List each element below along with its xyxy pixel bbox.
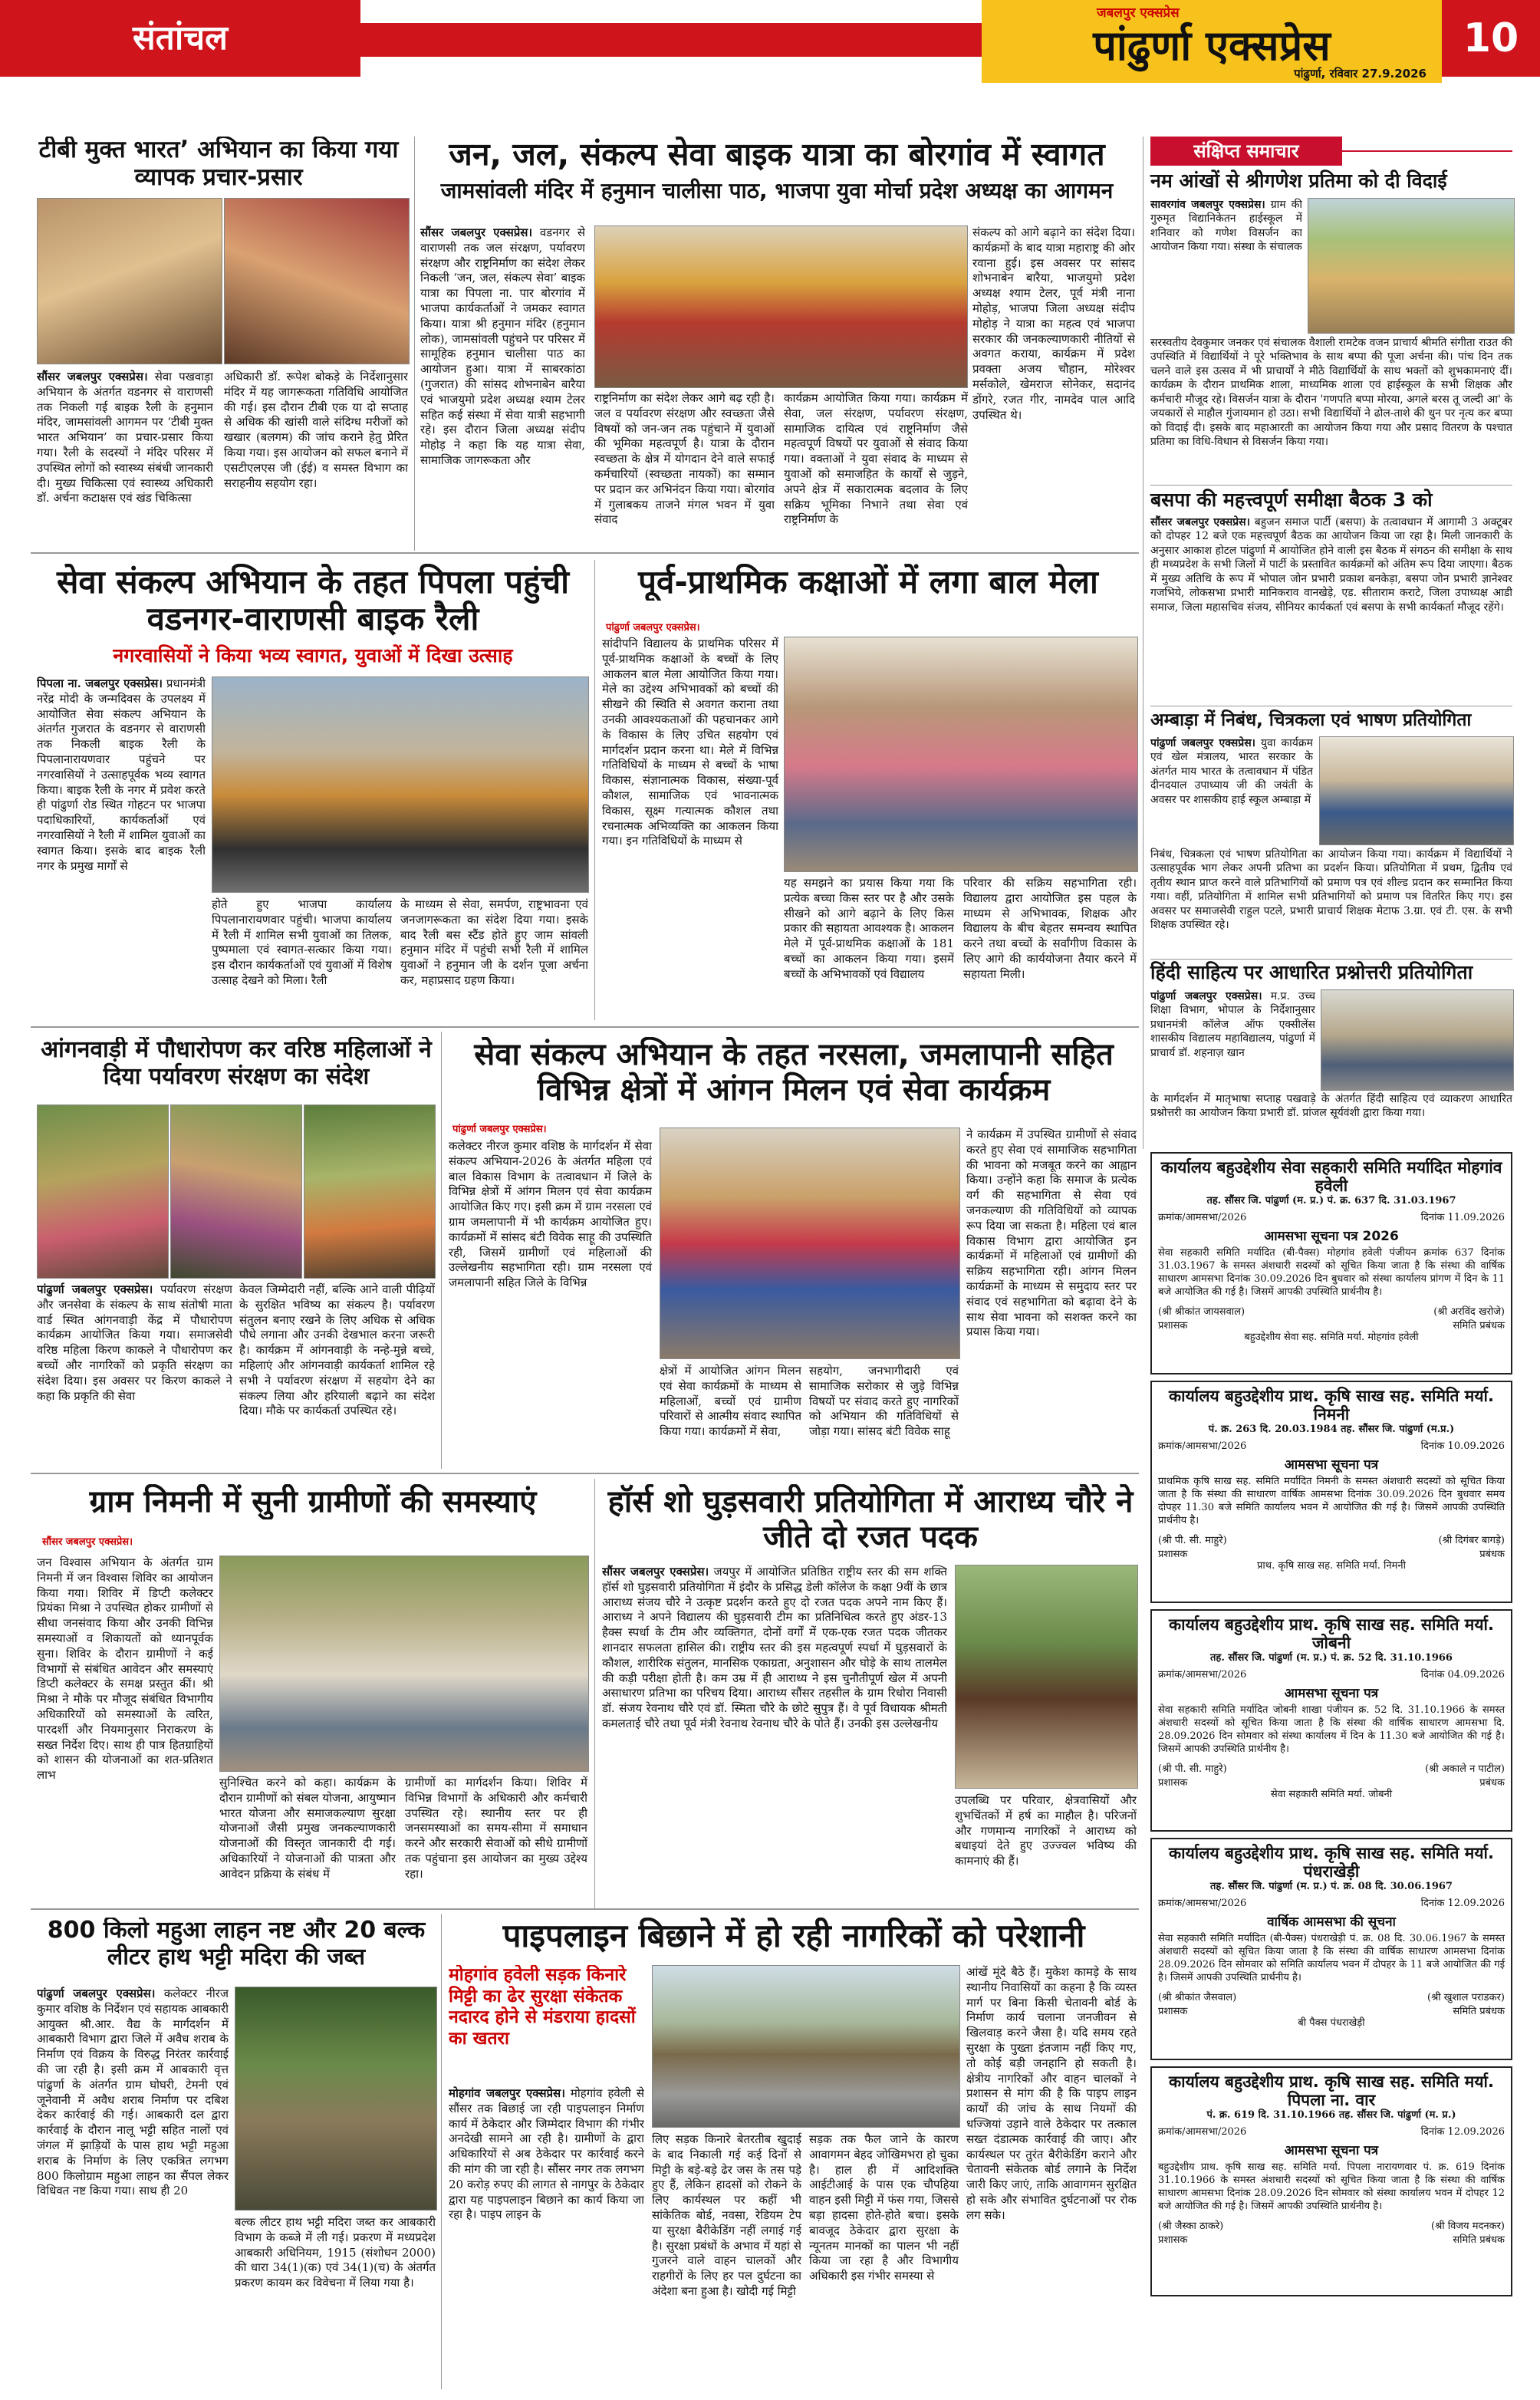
pipla-subhead: नगरवासियों ने किया भव्य स्वागत, युवाओं में दिखा उत्साह (113, 644, 513, 667)
pipla-headline: सेवा संकल्प अभियान के तहत पिपला पहुंची वडनगर-वाराणसी बाइक रैली (56, 564, 569, 638)
pipla-col-1: पिपला ना. जबलपुर एक्सप्रेस। प्रधानमंत्री नरेंद्र मोदी के जन्मदिवस के उपलक्ष्य में आयोजित सेवा संकल्प अभियान के अंतर्गत गुजरात के वडनगर से वाराणसी तक निकली बाइक रैली के पिपलानारायणवार पहुंचने पर नगरवासियों ने उत्साहपूर्वक भव्य स्वागत किया। बाइक रैली के नगर में प्रवेश करते ही पांढुर्णा रोड स्थित गोहटन पर भाजपा पदाधिकारियों, कार्यकर्ताओं एवं नगरवासियों ने रैली में शामिल युवाओं का स्वागत किया। इसके बाद बाइक रैली नगर के प्रमुख मार्गों से (37, 677, 206, 873)
section-label: संतांचल (133, 18, 228, 58)
nimni-headline: ग्राम निमनी में सुनी ग्रामीणों की समस्याएं (89, 1484, 537, 1519)
pipla-col-2: होते हुए भाजपा कार्यालय पिपलानारायणवार पहुंची। भाजपा कार्यालय में रैली में शामिल सभी युवाओं का तिलक, पुष्पमाला एवं स्वागत-सत्कार किया गया। इस दौरान कार्यकर्ताओं एवं युवाओं में विशेष उत्साह देखने को मिला। रैली (212, 897, 392, 987)
brief-3-col-b: निबंध, चित्रकला एवं भाषण प्रतियोगिता का आयोजन किया गया। कार्यक्रम में विद्यार्थियों ने उत्साहपूर्वक भाग लेकर अपनी प्रतिभा का प्रदर्शन किया। प्रतियोगिता में प्रथम, द्वितीय एवं तृतीय स्थान प्राप्त करने वाले प्रतिभागियों को प्रमाण पत्र एवं शील्ड प्रदान कर सम्मानित किया गया। वहीं, प्रतियोगिता में शामिल सभी प्रतिभागियों को प्रमाण पत्र वितरित किए गए। इस अवसर पर समाजसेवी राहुल पटले, प्रभारी प्राचार्य शिक्षक मेटाफ 3.ग्रा. एवं टी. एस. के सभी शिक्षक उपस्थित रहे। (1150, 848, 1512, 932)
brief-1-photo (1308, 198, 1515, 334)
brief-4-headline: हिंदी साहित्य पर आधारित प्रश्नोत्तरी प्रतियोगिता (1150, 961, 1473, 983)
jjs-col-4: संकल्प को आगे बढ़ाने का संदेश दिया। कार्यक्रमों के बाद यात्रा महाराष्ट्र की ओर रवाना हुई। इस अवसर पर सांसद शोभनाबेन बारैया, भाजयुमो प्रदेश अध्यक्ष श्याम टेलर, पूर्व मंत्री नाना मोहोड़, भाजपा जिला अध्यक्ष संदीप मोहोड़ ने यात्रा का महत्व एवं भाजपा सरकार की जनकल्याणकारी नीतियों से अवगत कराया, कार्यक्रम में प्रदेश प्रवक्ता अजय चौहान, मोरेश्वर मर्सकोले, खेमराज सोनेकर, सदानंद डोंगरे, रजत गीर, नामदेव पाल आदि उपस्थित थे। (972, 226, 1135, 422)
narsala-headline: सेवा संकल्प अभियान के तहत नरसला, जमलापानी सहित विभिन्न क्षेत्रों में आंगन मिलन एवं सेवा कार्यक्रम (474, 1037, 1114, 1108)
brief-2-headline: बसपा की महत्त्वपूर्ण समीक्षा बैठक 3 को (1150, 489, 1433, 511)
aang-headline: आंगनवाड़ी में पौधारोपण कर वरिष्ठ महिलाओं ने दिया पर्यावरण संरक्षण का संदेश (41, 1037, 432, 1090)
bal-col-3: परिवार की सक्रिय सहभागिता रही। विद्यालय द्वारा आयोजित इस पहल के माध्यम से अभिभावक, शिक्षक और विद्यालय के बीच बेहतर समन्वय स्थापित करने तथा बच्चों के सर्वांगीण विकास के लिए आगे की कार्ययोजना तैयार करने में सहायता मिली। (963, 876, 1137, 981)
pipla-photo (212, 677, 589, 893)
pipe-photo (652, 1965, 960, 2128)
nimni-col-2: सुनिश्चित करने को कहा। कार्यक्रम के दौरान ग्रामीणों को संबल योजना, आयुष्मान भारत योजना और समाजकल्याण सुरक्षा योजनाओं जैसी प्रमुख जनकल्याणकारी योजनाओं की विस्तृत जानकारी दी गई। अधिकारियों ने योजनाओं की पात्रता और आवेदन प्रक्रिया के संबंध में (219, 1776, 396, 1881)
tb-photo-right (224, 198, 410, 364)
brief-4-col-b: के मार्गदर्शन में मातृभाषा सप्ताह पखवाड़े के अंतर्गत हिंदी साहित्य एवं व्याकरण आधारित प्रश्नोत्तरी का आयोजन किया प्रभारी डॉ. प्रांजल सूर्यवंशी द्वारा किया गया। (1150, 1093, 1512, 1120)
notice-nimni: कार्यालय बहुउद्देशीय प्राथ. कृषि साख सह. समिति मर्या. निमनी पं. क्र. 263 दि. 20.03.1984 तह. सौंसर जि. पांढुर्णा (म.प्र.) क्रमांक/आमसभा/2026 दिनांक 10.09.2026 आमसभा सूचना पत्र प्राथमिक कृषि साख सह. समिति मर्यादित निमनी के समस्त अंशधारी सदस्यों को सूचित किया जाता है कि संस्था की साधारण वार्षिक आमसभा दिनांक 30.09.2026 दिन बुधवार समय दोपहर 11.30 बजे समिति कार्यालय भवन में आयोजित की गई है। जिसमें आपकी उपस्थिति प्रार्थनीय है। (श्री पी. सी. माहुरे) (श्री दिगंबर बागड़े) प्रशासक प्रबंधक प्राथ. कृषि साख सह. समिति मर्या. निमनी (1150, 1381, 1512, 1603)
brief-2-text: सौंसर जबलपुर एक्सप्रेस। बहुजन समाज पार्टी (बसपा) के तत्वावधान में आगामी 3 अक्टूबर को दोपहर 12 बजे एक महत्त्वपूर्ण बैठक का आयोजन किया जा रहा है। मिली जानकारी के अनुसार आकाश होटल पांढुर्णा में आयोजित होने वाली इस बैठक में संगठन की समीक्षा के साथ ही मध्यप्रदेश के सभी जिलों में पार्टी के प्रस्तावित कार्यक्रमों को अंतिम रूप दिया जाएगा। बैठक में मुख्य अतिथि के रूप में भोपाल जोन प्रभारी प्रकाश बनकेड़ा, बसपा जोन प्रभारी ज्ञानेश्वर गजभिये, लोकसभा प्रभारी मानिकराव वानखेड़े, एड. सीताराम कराटे, जिला उपाध्यक्ष आडी समाज, जिला महासचिव संजय, सीनियर कार्यकर्ता एवं बसपा के सभी कार्यकर्ता मौजूद रहेंगे। (1150, 516, 1512, 614)
paper-name: पांढुर्णा एक्सप्रेस (1093, 21, 1331, 70)
mahua-dateline: पांढुर्णा जबलपुर एक्सप्रेस। (37, 1987, 156, 2000)
nimni-dateline: सौंसर जबलपुर एक्सप्रेस। (42, 1536, 133, 1548)
brief-4-photo (1321, 989, 1514, 1091)
horse-dateline: सौंसर जबलपुर एक्सप्रेस। (602, 1565, 709, 1579)
pipla-dateline: पिपला ना. जबलपुर एक्सप्रेस। (37, 677, 163, 690)
pipe-headline: पाइपलाइन बिछाने में हो रही नागरिकों को परेशानी (502, 1918, 1085, 1954)
pipe-col-3: सड़क तक फैल जाने के कारण आवागमन बेहद जोखिमभरा हो चुका है। हाल ही में आदिशक्ति आईटीआई के पास एक चौपहिया वाहन इसी मिट्टी में फंस गया, जिससे बड़ा हादसा होते-होते बचा। इसके बावजूद ठेकेदार द्वारा सुरक्षा के न्यूनतम मानकों का पालन भी नहीं किया जा रहा है और विभागीय अधिकारी इस गंभीर समस्या से (809, 2132, 959, 2283)
jjs-headline: जन, जल, संकल्प सेवा बाइक यात्रा का बोरगांव में स्वागत (449, 137, 1105, 173)
section-label-box (0, 0, 360, 77)
tb-col-2: अधिकारी डॉ. रूपेश बोकड़े के निर्देशानुसार मंदिर में यह जागरूकता गतिविधि आयोजित की गई। इस दौरान टीबी एक या दो सप्ताह से अधिक की खांसी वाले संदिग्ध मरीजों को खखार (बलगम) की जांच कराने हेतु प्रेरित किया गया। इस आयोजन को सफल बनाने में एसटीएलएस जी (ईई) व समस्त विभाग का सराहनीय सहयोग रहा। (224, 370, 408, 490)
jjs-dateline: सौंसर जबलपुर एक्सप्रेस। (420, 226, 533, 239)
narsala-col-3: सहयोग, जनभागीदारी एवं सामाजिक सरोकार से जुड़े विभिन्न विषयों पर संवाद करते हुए नागरिकों को अभियान की गतिविधियों से जोड़ा गया। सांसद बंटी विवेक साहू (809, 1364, 959, 1439)
narsala-dateline: पांढुर्णा जबलपुर एक्सप्रेस। (452, 1124, 547, 1135)
mahua-col-2: बल्क लीटर हाथ भट्टी मदिरा जब्त कर आबकारी विभाग के कब्जे में ली गई। प्रकरण में मध्यप्रदेश आबकारी अधिनियम, 1915 (संशोधन 2000) की धारा 34(1)(क) एवं 34(1)(च) के अंतर्गत प्रकरण कायम कर विवेचना में लिया गया है। (235, 2215, 436, 2290)
narsala-col-1: कलेक्टर नीरज कुमार वशिष्ठ के मार्गदर्शन में सेवा संकल्प अभियान-2026 के अंतर्गत महिला एवं बाल विकास विभाग के तत्वावधान में जिले के विभिन्न क्षेत्रों में आंगन मिलन एवं सेवा कार्यक्रम आयोजित किए गए। इसी क्रम में ग्राम नरसला एवं ग्राम जमलापानी में भी कार्यक्रम आयोजित हुए। कार्यक्रमों में सांसद बंटी विवेक साहू की उपस्थिति रही, जिसमें ग्रामीणों एवं महिलाओं की उल्लेखनीय सहभागिता रही। ग्राम नरसला एवं जमलापानी सहित जिले के विभिन्न (449, 1139, 652, 1290)
aang-col-1: पांढुर्णा जबलपुर एक्सप्रेस। पर्यावरण संरक्षण और जनसेवा के संकल्प के साथ संतोषी माता वार्ड स्थित आंगनवाड़ी केंद्र में पौधारोपण कार्यक्रम आयोजित किया गया। समाजसेवी वरिष्ठ महिला किरण काकले ने पौधारोपण कर बच्चों और नागरिकों को प्रकृति संरक्षण का संदेश दिया। इस अवसर पर किरण काकले ने कहा कि प्रकृति की सेवा (37, 1282, 232, 1403)
tb-dateline: सौंसर जबलपुर एक्सप्रेस। (37, 370, 148, 384)
briefs-banner: संक्षिप्त समाचार (1150, 137, 1342, 166)
aang-photo-3 (304, 1105, 436, 1279)
horse-headline: हॉर्स शो घुड़सवारी प्रतियोगिता में आराध्य चौरे ने जीते दो रजत पदक (607, 1484, 1134, 1555)
notice-mohgaon: कार्यालय बहुउद्देशीय सेवा सहकारी समिति मर्यादित मोहगांव हवेली तह. सौंसर जि. पांढुर्णा (म. प्र.) पं. क्र. 637 दि. 31.03.1967 क्रमांक/आमसभा/2026 दिनांक 11.09.2026 आमसभा सूचना पत्र 2026 सेवा सहकारी समिति मर्यादित (बी-पैक्स) मोहगांव हवेली पंजीयन क्रमांक 637 दिनांक 31.03.1967 के समस्त अंशधारी सदस्यों को सूचित किया जाता है कि संस्था की वार्षिक साधारण आमसभा दिनांक 30.09.2026 दिन बुधवार को संस्था कार्यालय प्रांगण में दिन के 11 बजे आयोजित की गई है। जिसमें आपकी उपस्थिति प्रार्थनीय है। (श्री श्रीकांत जायसवाल) (श्री अरविंद खरोजे) प्रशासक समिति प्रबंधक बहुउद्देशीय सेवा सह. समिति मर्या. मोहगांव हवेली (1150, 1152, 1512, 1374)
pipe-col-2: लिए सड़क किनारे बेतरतीब खुदाई के बाद निकाली गई कई दिनों से मिट्टी के बड़े-बड़े ढेर जस के तस पड़े हुए हैं, लेकिन हादसों को रोकने के लिए कार्यस्थल पर कहीं भी सांकेतिक बोर्ड, नवसा, रेडियम टेप या सुरक्षा बैरीकेडिंग नहीं लगाई गई है। सुरक्षा प्रबंधों के अभाव में यहां से गुजरने वाले वाहन चालकों और राहगीरों के लिए हर पल दुर्घटना का अंदेशा बना हुआ है। खोदी गई मिट्टी (652, 2132, 801, 2298)
brief-3-headline: अम्बाड़ा में निबंध, चित्रकला एवं भाषण प्रतियोगिता (1150, 710, 1472, 730)
aang-photo-1 (37, 1105, 169, 1279)
pipe-col-4: आंखें मूंदे बैठे हैं। मुकेश कामड़े के साथ स्थानीय निवासियों का कहना है कि व्यस्त मार्ग पर बिना किसी चेतावनी बोर्ड के निर्माण कार्य चलाना जनजीवन से खिलवाड़ करने जैसा है। यदि समय रहते सुरक्षा के पुख्ता इंतजाम नहीं किए गए, तो कोई बड़ी जनहानि हो सकती है। क्षेत्रीय नागरिकों और वाहन चालकों ने प्रशासन से मांग की है कि पाइप लाइन कार्यों की जांच के साथ नियमों की धज्जियां उड़ाने वाले ठेकेदार पर तत्काल सख्त दंडात्मक कार्रवाई की जाए। और कार्यस्थल पर तुरंत बैरीकेडिंग कराने और चेतावनी संकेतक बोर्ड लगाने के निर्देश जारी किए जाएं, ताकि आवागमन सुरक्षित हो सके और संभावित दुर्घटनाओं पर रोक लग सके। (966, 1965, 1137, 2222)
dateline: पांढुर्णा, रविवार 27.9.2026 (1294, 67, 1426, 81)
tb-headline: टीबी मुक्त भारत’ अभियान का किया गया व्यापक प्रचार-प्रसार (38, 137, 399, 191)
mahua-col-1: पांढुर्णा जबलपुर एक्सप्रेस। कलेक्टर नीरज कुमार वशिष्ठ के निर्देशन एवं सहायक आबकारी आयुक्त श्री.आर. वैद्य के मार्गदर्शन में आबकारी विभाग द्वारा जिले में अवैध शराब के निर्माण एवं विक्रय के विरुद्ध निरंतर कार्रवाई की जा रही है। इसी क्रम में आबकारी वृत्त पांढुर्णा के अंतर्गत ग्राम घोघरी, टेमनी एवं जूनेवानी में अवैध शराब निर्माण पर दबिश देकर कार्रवाई की गई। आबकारी दल द्वारा कार्रवाई के दौरान नालू भट्टी सहित नालों एवं जंगल में झाड़ियों के पास हाथ भट्टी महुआ शराब के निर्माण के लिए एकत्रित लगभग 800 किलोग्राम महुआ लाहन का सैंपल लेकर विधिवत नष्ट किया गया। साथ ही 20 (37, 1987, 229, 2198)
notice-pipla: कार्यालय बहुउद्देशीय प्राथ. कृषि साख सह. समिति मर्या. पिपला ना. वार पं. क्र. 619 दि. 31.10.1966 तह. सौंसर जि. पांढुर्णा (म. प्र.) क्रमांक/आमसभा/2026 दिनांक 12.09.2026 आमसभा सूचना पत्र बहुउद्देशीय प्राथ. कृषि साख सह. समिति मर्या. पिपला नारायणवार पं. क्र. 619 दिनांक 31.10.1966 के समस्त अंशधारी सदस्यों को सूचित किया जाता है कि संस्था की वार्षिक साधारण आमसभा दिनांक 28.09.2026 दिन सोमवार को संस्था कार्यालय भवन में दोपहर 12 बजे आयोजित की गई है। जिसमें आपकी उपस्थिति प्रार्थनीय है। (श्री जैस्का ठाकरे) (श्री विजय मदनकर) प्रशासक समिति प्रबंधक (1150, 2066, 1512, 2296)
brief-1-col-a: सावरगांव जबलपुर एक्सप्रेस। ग्राम की गुरुमृत विद्यानिकेतन हाईस्कूल में शनिवार को गणेश विसर्जन का आयोजन किया गया। संस्था के संचालक (1150, 199, 1302, 254)
pipe-col-1: मोहगांव जबलपुर एक्सप्रेस। मोहगांव हवेली से सौंसर तक बिछाई जा रही पाइपलाइन निर्माण कार्य में ठेकेदार और जिम्मेदार विभाग की गंभीर अनदेखी सामने आ रही है। ग्रामीणों के द्वारा अधिकारियों से अब ठेकेदार पर कार्रवाई करने की मांग की जा रही है। सौंसर नगर तक लगभग 20 करोड़ रुपए की लागत से नागपुर के ठेकेदार द्वारा यह पाइपलाइन बिछाने का कार्य किया जा रहा है। पाइप लाइन के (449, 2086, 644, 2222)
narsala-col-2: क्षेत्रों में आयोजित आंगन मिलन एवं सेवा कार्यक्रमों के माध्यम से महिलाओं, बच्चों एवं ग्रामीण परिवारों से आत्मीय संवाद स्थापित किया गया। कार्यक्रमों में सेवा, (660, 1364, 801, 1439)
jjs-photo (594, 226, 968, 388)
brief-3-photo (1319, 736, 1514, 845)
bal-dateline: पांढुर्णा जबलपुर एक्सप्रेस। (606, 622, 700, 634)
brief-1-headline: नम आंखों से श्रीगणेश प्रतिमा को दी विदाई (1150, 170, 1447, 192)
tb-col-1: सौंसर जबलपुर एक्सप्रेस। सेवा पखवाड़ा अभियान के अंतर्गत वडनगर से वाराणसी तक निकली गई बाइक रैली के हनुमान मंदिर, जामसांवली आगमन पर ‘टीबी मुक्त भारत अभियान’ का प्रचार-प्रसार किया गया। रैली के सदस्यों ने मंदिर परिसर में उपस्थित लोगों को स्वास्थ्य संबंधी जानकारी दी। मुख्य चिकित्सा एवं स्वास्थ्य अधिकारी डॉ. अर्चना कटाक्षस एवं खंड चिकित्सा (37, 370, 213, 505)
brief-3-col-a: पांढुर्णा जबलपुर एक्सप्रेस। युवा कार्यक्रम एवं खेल मंत्रालय, भारत सरकार के अंतर्गत माय भारत के तत्वावधान में पंडित दीनदयाल उपाध्याय जी की जयंती के अवसर पर शासकीय हाई स्कूल अम्बाड़ा में (1150, 737, 1313, 806)
masthead-paper-box (982, 0, 1442, 83)
brief-4-col-a: पांढुर्णा जबलपुर एक्सप्रेस। म.प्र. उच्च शिक्षा विभाग, भोपाल के निर्देशानुसार प्रधानमंत्री कॉलेज ऑफ एक्सीलेंस शासकीय विद्यालय महाविद्यालय, पांढुर्णा में प्राचार्य डॉ. शहनाज़ खान (1150, 990, 1315, 1059)
horse-col-1: सौंसर जबलपुर एक्सप्रेस। जयपुर में आयोजित प्रतिष्ठित राष्ट्रीय स्तर की सम शक्ति हॉर्स शो घुड़सवारी प्रतियोगिता में इंदौर के प्रसिद्ध डेली कॉलेज के कक्षा 9वीं के छात्र आराध्य संजय चौरे ने उत्कृष्ट प्रदर्शन करते हुए दो रजत पदक अपने नाम किए हैं। आराध्य ने अपने विद्यालय की घुड़सवारी टीम का प्रतिनिधित्व करते हुए अंडर-13 हैक्स स्पर्धा के टीम और व्यक्तिगत, दोनों वर्गों में एक-एक रजत पदक जीतकर शानदार सफलता हासिल की। राष्ट्रीय स्तर की इस महत्वपूर्ण स्पर्धा में घुड़सवारों के कौशल, शारीरिक संतुलन, मानसिक एकाग्रता, अनुशासन और घोड़े के साथ तालमेल की कड़ी परीक्षा होती है। कम उम्र में ही आराध्य ने इस चुनौतीपूर्ण खेल में अपनी असाधारण प्रतिभा का परिचय दिया। आराध्य सौंसर तहसील के ग्राम रिधोरा निवासी डॉ. संजय रेवनाथ चौरे एवं डॉ. स्मिता चौरे के छोटे सुपुत्र हैं। वे पूर्व विधायक श्रीमती कमलताई चौरे तथा पूर्व मंत्री रेवनाथ रेवनाथ चौरे के पोते हैं। उनकी इस उल्लेखनीय (602, 1565, 947, 1730)
brief-1-col-b: सरस्वतीय देवकुमार जनकर एवं संचालक वैशाली रामटेक वजन प्राचार्य श्रीमति संगीता राउत की उपस्थिति में विद्यार्थियों ने पूरे भक्तिभाव के साथ बप्पा की पूजा अर्चना की। पांच दिन तक चलने वाले इस उत्सव में भी प्राचार्यों ने मीठे विद्यार्थियों के साथ भक्तों को शुभकामनाएं दीं। कार्यक्रम के दौरान प्राथमिक शाला, माध्यमिक शाला एवं हाईस्कूल के सभी शिक्षक और कर्मचारी मौजूद रहे। विसर्जन यात्रा के दौरान 'गणपति बप्पा मोरया, अगले बरस तू जल्दी आ' के जयकारों से माहौल गुंजायमान हो उठा। सभी विद्यार्थियों ने ढोल-ताशे की धुन पर नृत्य कर बप्पा को विदाई दी। इसके बाद महाआरती का आयोजन किया गया और प्रसाद वितरण के पश्चात प्रतिमा का विधि-विधान से विसर्जन किया गया। (1150, 337, 1512, 449)
narsala-col-4: ने कार्यक्रम में उपस्थित ग्रामीणों से संवाद करते हुए सेवा एवं सामाजिक सहभागिता की भावना को मजबूत करने का आह्वान किया। उन्होंने कहा कि समाज के प्रत्येक वर्ग की सहभागिता से सेवा एवं जनकल्याण की गतिविधियों को व्यापक रूप दिया जा सकता है। महिला एवं बाल विकास विभाग द्वारा आयोजित इन कार्यक्रमों में महिलाओं एवं ग्रामीणों की सक्रिय सहभागिता रही। आंगन मिलन कार्यक्रमों के माध्यम से समुदाय स्तर पर संवाद एवं सहभागिता को बढ़ावा देने के साथ सेवा भावना को सशक्त करने का प्रयास किया गया। (966, 1128, 1137, 1339)
bal-col-2: यह समझने का प्रयास किया गया कि प्रत्येक बच्चा किस स्तर पर है और उसके सीखने को आगे बढ़ाने के लिए किस प्रकार की सहायता आवश्यक है। आकलन मेले में पूर्व-प्राथमिक कक्षाओं के 181 बच्चों का आकलन किया गया। इसमें बच्चों के अभिभावकों एवं विद्यालय (784, 876, 954, 981)
jjs-col-1: सौंसर जबलपुर एक्सप्रेस। वडनगर से वाराणसी तक जल संरक्षण, पर्यावरण संरक्षण और राष्ट्रनिर्माण का संदेश लेकर निकली ‘जन, जल, संकल्प सेवा’ बाइक यात्रा का पिपला ना. पार बोरगांव में भाजपा कार्यकर्ताओं ने जमकर स्वागत किया। यात्रा श्री हनुमान मंदिर (हनुमान लोक), जामसांवली पहुंचने पर परिसर में सामूहिक हनुमान चालीसा पाठ का आयोजन हुआ। यात्रा में साबरकांठा (गुजरात) की सांसद शोभनाबेन बारैया एवं भाजयुमो प्रदेश अध्यक्ष श्याम टेलर सहित कई संस्था में सेवा यात्री सहभागी रहे। इस दौरान जिला अध्यक्ष संदीप मोहोड़ ने कहा कि यह यात्रा सेवा, सामाजिक जागरूकता और (420, 226, 585, 467)
masthead-band (360, 23, 982, 57)
bal-photo (784, 637, 1138, 872)
horse-photo (955, 1565, 1138, 1789)
aang-col-2: केवल जिम्मेदारी नहीं, बल्कि आने वाली पीढ़ियों के सुरक्षित भविष्य का संकल्प है। पर्यावरण संतुलन बनाए रखने के लिए अधिक से अधिक पौधे लगाना और उनकी देखभाल करना जरूरी है। कार्यक्रम में आंगनवाड़ी के नन्हे-मुन्ने बच्चे, महिलाएं और आंगनवाड़ी कार्यकर्ता शामिल रहे सभी ने पर्यावरण संरक्षण में सहयोग देने का संकल्प लिया और हरियाली बढ़ाने का संदेश दिया। मौके पर कार्यकर्ता उपस्थित रहे। (239, 1282, 435, 1418)
mahua-photo (235, 1987, 437, 2211)
paper-small-title: जबलपुर एक्सप्रेस (1097, 5, 1180, 21)
mahua-headline: 800 किलो महुआ लाहन नष्ट और 20 बल्क लीटर हाथ भट्टी मदिरा की जब्त (47, 1918, 426, 1970)
aang-dateline: पांढुर्णा जबलपुर एक्सप्रेस। (37, 1282, 153, 1296)
page-number-box (1442, 0, 1540, 77)
narsala-photo (660, 1128, 960, 1359)
nimni-col-3: ग्रामीणों का मार्गदर्शन किया। शिविर में विभिन्न विभागों के अधिकारी और कर्मचारी उपस्थित रहे। स्थानीय स्तर पर ही जनसमस्याओं का समय-सीमा में समाधान करने और सरकारी सेवाओं को सीधे ग्रामीणों तक पहुंचाना इस आयोजन का मुख्य उद्देश्य रहा। (405, 1776, 587, 1881)
jjs-col-2: राष्ट्रनिर्माण का संदेश लेकर आगे बढ़ रही है। जल व पर्यावरण संरक्षण और स्वच्छता जैसे विषयों को जन-जन तक पहुंचाने में युवाओं की भूमिका महत्वपूर्ण है। यात्रा के दौरान स्वच्छता के क्षेत्र में योगदान देने वाले सफाई कर्मचारियों (स्वच्छता नायकों) का सम्मान पर प्रदान कर अभिनंदन किया गया। बोरगांव में गुलाबकय ताजने मंगल भवन में युवा संवाद (594, 391, 775, 527)
pipla-col-3: के माध्यम से सेवा, समर्पण, राष्ट्रभावना एवं जनजागरूकता का संदेश दिया गया। इसके बाद रैली बस स्टैंड होते हुए जाम सांवली हनुमान मंदिर में पहुंची सभी रैली में शामिल युवाओं ने हनुमान जी के दर्शन पूजा अर्चना कर, महाप्रसाद ग्रहण किया। (400, 897, 588, 987)
aang-photo-2 (170, 1105, 302, 1279)
notice-jobni: कार्यालय बहुउद्देशीय प्राथ. कृषि साख सह. समिति मर्या. जोबनी तह. सौंसर जि. पांढुर्णा (म. प्र.) पं. क्र. 52 दि. 31.10.1966 क्रमांक/आमसभा/2026 दिनांक 04.09.2026 आमसभा सूचना पत्र सेवा सहकारी समिति मर्यादित जोबनी शाखा पंजीयन क्र. 52 दि. 31.10.1966 के समस्त अंशधारी सदस्यों को सूचित किया जाता है कि संस्था की वार्षिक साधारण आमसभा दि. 28.09.2026 दिन सोमवार को संस्था कार्यालय में दिन के 11.30 बजे आयोजित की गई है। जिसमें आपकी उपस्थिति प्रार्थनीय है। (श्री पी. सी. माहुरे) (श्री अकाले न पाटील) प्रशासक प्रबंधक सेवा सहकारी समिति मर्या. जोबनी (1150, 1609, 1512, 1832)
nimni-col-1: जन विश्वास अभियान के अंतर्गत ग्राम निमनी में जन विश्वास शिविर का आयोजन किया गया। शिविर में डिप्टी कलेक्टर प्रियंका मिश्रा ने उपस्थित होकर ग्रामीणों से सीधा जनसंवाद किया और उनकी विभिन्न समस्याओं व शिकायतों को ध्यानपूर्वक सुना। शिविर के दौरान ग्रामीणों ने कई विभागों से संबंधित आवेदन और समस्याएं डिप्टी कलेक्टर के समक्ष प्रस्तुत कीं। श्री मिश्रा ने मौके पर मौजूद संबंधित विभागीय अधिकारियों को समस्याओं के त्वरित, पारदर्शी और नियमानुसार निराकरण के सख्त निर्देश दिए। साथ ही पात्र हितग्राहियों को शासन की योजनाओं का शत-प्रतिशत लाभ (37, 1556, 213, 1783)
bal-col-1: सांदीपनि विद्यालय के प्राथमिक परिसर में पूर्व-प्राथमिक कक्षाओं के बच्चों के लिए आकलन बाल मेला आयोजित किया गया। मेले का उद्देश्य अभिभावकों को बच्चों की सीखने की स्थिति से अवगत कराना तथा उनकी आवश्यकताओं की पहचानकर आगे के विकास के लिए उचित सहयोग एवं मार्गदर्शन प्रदान करना था। मेले में विभिन्न गतिविधियों के माध्यम से बच्चों के भाषा विकास, संज्ञानात्मक विकास, संख्या-पूर्व कौशल, सामाजिक एवं भावनात्मक विकास, सूक्ष्म गत्यात्मक कौशल तथा रचनात्मक अभिव्यक्ति का आकलन किया गया। इन गतिविधियों के माध्यम से (602, 637, 778, 848)
jjs-subhead: जामसांवली मंदिर में हनुमान चालीसा पाठ, भाजपा युवा मोर्चा प्रदेश अध्यक्ष का आगमन (440, 178, 1114, 203)
horse-col-2: उपलब्धि पर परिवार, क्षेत्रवासियों और शुभचिंतकों में हर्ष का माहौल है। परिजनों और गणमान्य नागरिकों ने आराध्य को बधाइयां देते हुए उज्ज्वल भविष्य की कामनाएं की हैं। (955, 1793, 1137, 1868)
pipe-subhead: मोहगांव हवेली सड़क किनारे मिट्टी का ढेर सुरक्षा संकेतक नदारद होने से मंडराया हादसों का खतरा (449, 1965, 636, 2049)
notice-pandhrakhedi: कार्यालय बहुउद्देशीय प्राथ. कृषि साख सह. समिति मर्या. पंधराखेड़ी तह. सौंसर जि. पांढुर्णा (म. प्र.) पं. क्र. 08 दि. 30.06.1967 क्रमांक/आमसभा/2026 दिनांक 12.09.2026 वार्षिक आमसभा की सूचना सेवा सहकारी समिति मर्यादित (बी-पैक्स) पंधराखेड़ी पं. क्र. 08 दि. 30.06.1967 के समस्त अंशधारी सदस्यों को सूचित किया जाता है कि संस्था की वार्षिक साधारण आमसभा दिनांक 28.09.2026 दिन सोमवार को समिति कार्यालय भवन में दोपहर के 11 बजे आयोजित की गई है। जिसमें आपकी उपस्थिति प्रार्थनीय है। (श्री श्रीकांत जैसवाल) (श्री खुशाल पराडकर) प्रशासक समिति प्रबंधक बी पैक्स पंधराखेड़ी (1150, 1838, 1512, 2060)
pipe-dateline: मोहगांव जबलपुर एक्सप्रेस। (449, 2086, 565, 2100)
page-number: 10 (1463, 15, 1519, 61)
bal-headline: पूर्व-प्राथमिक कक्षाओं में लगा बाल मेला (638, 564, 1098, 601)
nimni-photo (219, 1556, 589, 1772)
jjs-col-3: कार्यक्रम आयोजित किया गया। कार्यक्रम में सेवा, जल संरक्षण, पर्यावरण संरक्षण, सामाजिक दायित्व एवं राष्ट्रनिर्माण जैसे महत्वपूर्ण विषयों पर युवाओं से संवाद किया गया। वक्ताओं ने युवा संवाद के माध्यम से युवाओं को समाजहित के कार्यों से जुड़ने, अपने क्षेत्र में सकारात्मक बदलाव के लिए सक्रिय भूमिका निभाने तथा सेवा एवं राष्ट्रनिर्माण के (784, 391, 968, 527)
tb-photo-left (37, 198, 222, 364)
